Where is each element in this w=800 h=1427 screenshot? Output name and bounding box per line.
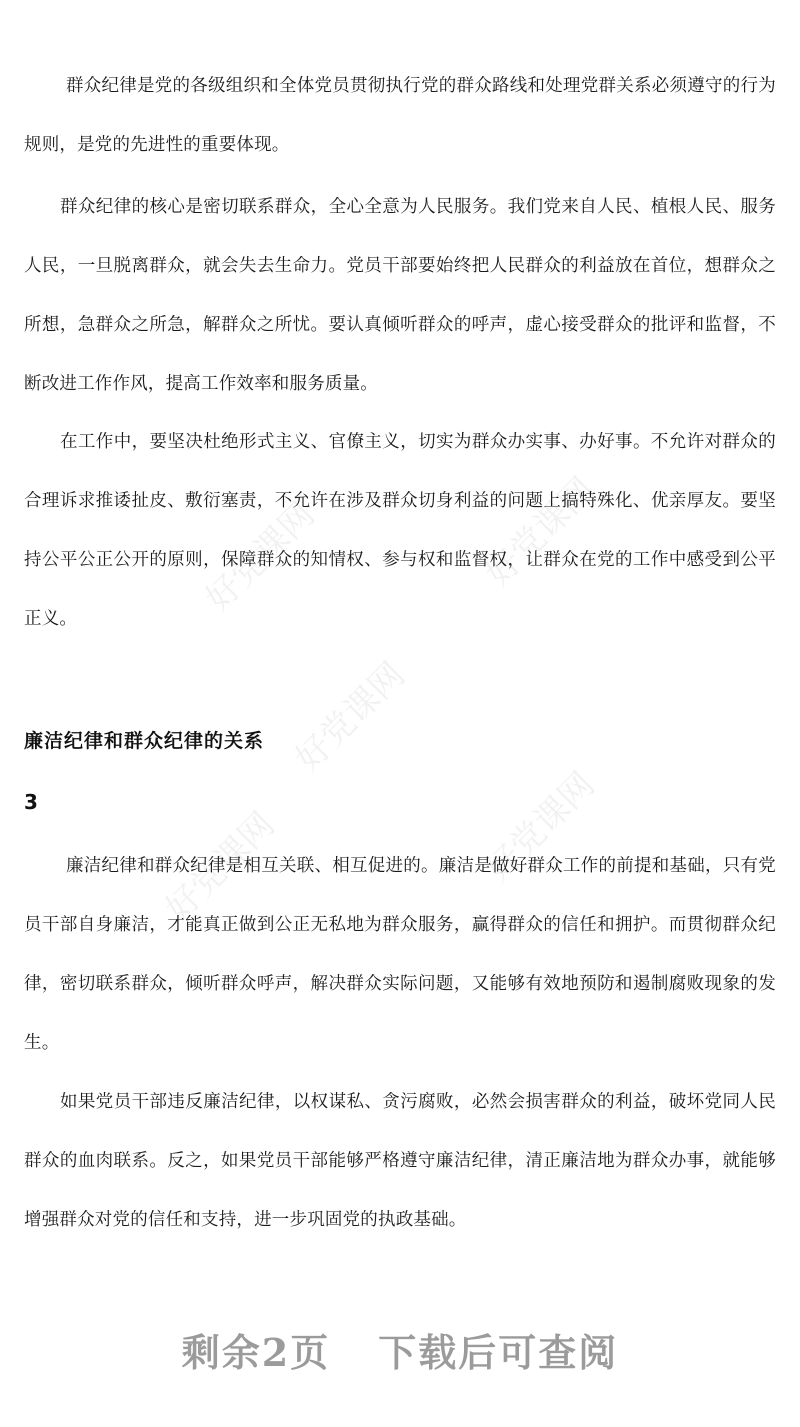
watermark: 好党课网	[288, 654, 413, 780]
section-heading: 廉洁纪律和群众纪律的关系	[24, 730, 265, 752]
section-number: 3	[24, 790, 38, 814]
watermark: 好党课网	[198, 494, 323, 620]
watermark: 好党课网	[158, 804, 283, 930]
watermark: 好党课网	[478, 469, 603, 595]
watermark: 好党课网	[478, 764, 603, 890]
paragraph-mass-discipline-intro: 群众纪律是党的各级组织和全体党员贯彻执行党的群众路线和处理党群关系必须遵守的行为规则，是党的先进性的重要体现。	[24, 76, 776, 155]
paragraph-mass-discipline-core: 群众纪律的核心是密切联系群众，全心全意为人民服务。我们党来自人民、植根人民、服务人民，一旦脱离群众，就会失去生命力。党员干部要始终把人民群众的利益放在首位，想群众之所想，急群众之所急，解群众之所忧。要认真倾听群众的呼声，虚心接受群众的批评和监督，不断改进工作作风，提高工作效率和服务质量。	[24, 197, 776, 394]
paragraph-relationship: 廉洁纪律和群众纪律是相互关联、相互促进的。廉洁是做好群众工作的前提和基础，只有党员干部自身廉洁，才能真正做到公正无私地为群众服务，赢得群众的信任和拥护。而贯彻群众纪律，密切联系群众，倾听群众呼声，解决群众实际问题，又能够有效地预防和遏制腐败现象的发生。	[24, 856, 776, 1053]
download-to-view-label: 下载后可查阅	[378, 1330, 619, 1375]
paragraph-work-requirements: 在工作中，要坚决杜绝形式主义、官僚主义，切实为群众办实事、办好事。不允许对群众的合理诉求推诿扯皮、敷衍塞责，不允许在涉及群众切身利益的问题上搞特殊化、优亲厚友。要坚持公平公正公开的原则，保障群众的知情权、参与权和监督权，让群众在党的工作中感受到公平正义。	[24, 432, 776, 629]
remaining-pages-label: 剩余2页	[181, 1330, 331, 1375]
download-prompt[interactable]	[0, 1322, 800, 1377]
paragraph-consequences: 如果党员干部违反廉洁纪律，以权谋私、贪污腐败，必然会损害群众的利益，破坏党同人民群众的血肉联系。反之，如果党员干部能够严格遵守廉洁纪律，清正廉洁地为群众办事，就能够增强群众对党的信任和支持，进一步巩固党的执政基础。	[24, 1092, 776, 1230]
